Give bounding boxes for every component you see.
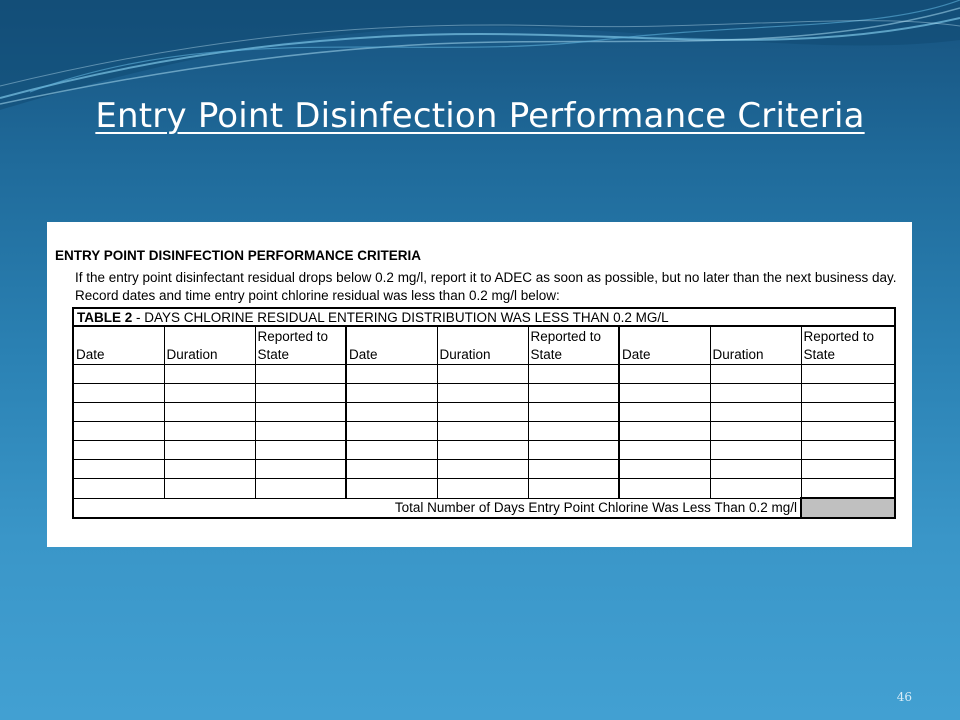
col-header-reported: Reported to State: [528, 326, 619, 365]
table-cell: [255, 441, 346, 460]
table-cell: [437, 460, 528, 479]
col-header-duration: Duration: [710, 326, 801, 365]
table-cell: [528, 365, 619, 384]
table-cell: [710, 384, 801, 403]
total-days-label: Total Number of Days Entry Point Chlorine Was Less Than 0.2 mg/l: [73, 498, 801, 518]
chlorine-residual-table: [72, 307, 896, 519]
table-row: [73, 365, 895, 384]
table-cell: [437, 479, 528, 499]
table-cell: [73, 441, 164, 460]
table-cell: [437, 365, 528, 384]
table-cell: [346, 441, 437, 460]
col-header-date: Date: [346, 326, 437, 365]
table-cell: [255, 479, 346, 499]
col-header-reported: Reported to State: [801, 326, 895, 365]
table-cell: [164, 422, 255, 441]
table-cell: [346, 365, 437, 384]
table-row: [73, 422, 895, 441]
table-cell: [255, 384, 346, 403]
table-cell: [255, 365, 346, 384]
col-header-date: Date: [73, 326, 164, 365]
table-banner: [73, 308, 895, 326]
table-cell: [528, 460, 619, 479]
table-cell: [528, 422, 619, 441]
table-cell: [164, 460, 255, 479]
col-header-duration: Duration: [437, 326, 528, 365]
total-days-cell: [801, 498, 895, 518]
table-cell: [801, 384, 895, 403]
table-row: [73, 403, 895, 422]
table-cell: [255, 460, 346, 479]
table-cell: [801, 441, 895, 460]
table-cell: [164, 479, 255, 499]
table-cell: [801, 365, 895, 384]
table-cell: [437, 403, 528, 422]
table-cell: [164, 384, 255, 403]
table-row: [73, 460, 895, 479]
table-banner-label: TABLE 2: [77, 309, 133, 325]
col-header-reported: Reported to State: [255, 326, 346, 365]
table-cell: [73, 479, 164, 499]
table-cell: [73, 422, 164, 441]
table-cell: [346, 460, 437, 479]
table-banner-row: [73, 308, 895, 326]
table-cell: [619, 460, 710, 479]
table-cell: [619, 403, 710, 422]
table-cell: [801, 403, 895, 422]
table-cell: [801, 479, 895, 499]
table-cell: [73, 460, 164, 479]
table-cell: [710, 479, 801, 499]
table-cell: [346, 422, 437, 441]
col-header-date: Date: [619, 326, 710, 365]
table-cell: [710, 365, 801, 384]
table-cell: [437, 441, 528, 460]
table-total-row: [73, 498, 895, 518]
table-cell: [73, 384, 164, 403]
table-header-row: [73, 326, 895, 365]
table-cell: [528, 441, 619, 460]
table-cell: [710, 422, 801, 441]
document-heading: ENTRY POINT DISINFECTION PERFORMANCE CRITERIA: [55, 248, 422, 263]
table-cell: [528, 403, 619, 422]
document-image: [47, 222, 912, 547]
table-cell: [164, 403, 255, 422]
table-cell: [710, 441, 801, 460]
table-cell: [73, 365, 164, 384]
table-cell: [619, 441, 710, 460]
table-cell: [73, 403, 164, 422]
table-cell: [619, 365, 710, 384]
table-row: [73, 479, 895, 499]
col-header-duration: Duration: [164, 326, 255, 365]
table-cell: [710, 460, 801, 479]
slide-title: Entry Point Disinfection Performance Criteria: [95, 96, 865, 136]
table-cell: [164, 441, 255, 460]
table-cell: [255, 403, 346, 422]
table-cell: [801, 422, 895, 441]
table-cell: [164, 365, 255, 384]
table-row: [73, 441, 895, 460]
table-cell: [346, 384, 437, 403]
table-cell: [255, 422, 346, 441]
table-cell: [619, 422, 710, 441]
table-cell: [437, 384, 528, 403]
table-cell: [346, 403, 437, 422]
table-cell: [437, 422, 528, 441]
table-cell: [528, 384, 619, 403]
table-cell: [528, 479, 619, 499]
table-cell: [710, 403, 801, 422]
table-cell: [619, 479, 710, 499]
table-banner-text: - DAYS CHLORINE RESIDUAL ENTERING DISTRIBUTION WAS LESS THAN 0.2 MG/L: [132, 309, 669, 325]
table-cell: [619, 384, 710, 403]
table-cell: [346, 479, 437, 499]
page-number: 46: [896, 690, 912, 704]
table-cell: [801, 460, 895, 479]
table-row: [73, 384, 895, 403]
document-instructions: If the entry point disinfectant residual drops below 0.2 mg/l, report it to ADEC as soon as possible, but no later than the next business day. Record dates and time entry point chlorine residual was less than 0.2 mg/l below:: [75, 270, 897, 303]
